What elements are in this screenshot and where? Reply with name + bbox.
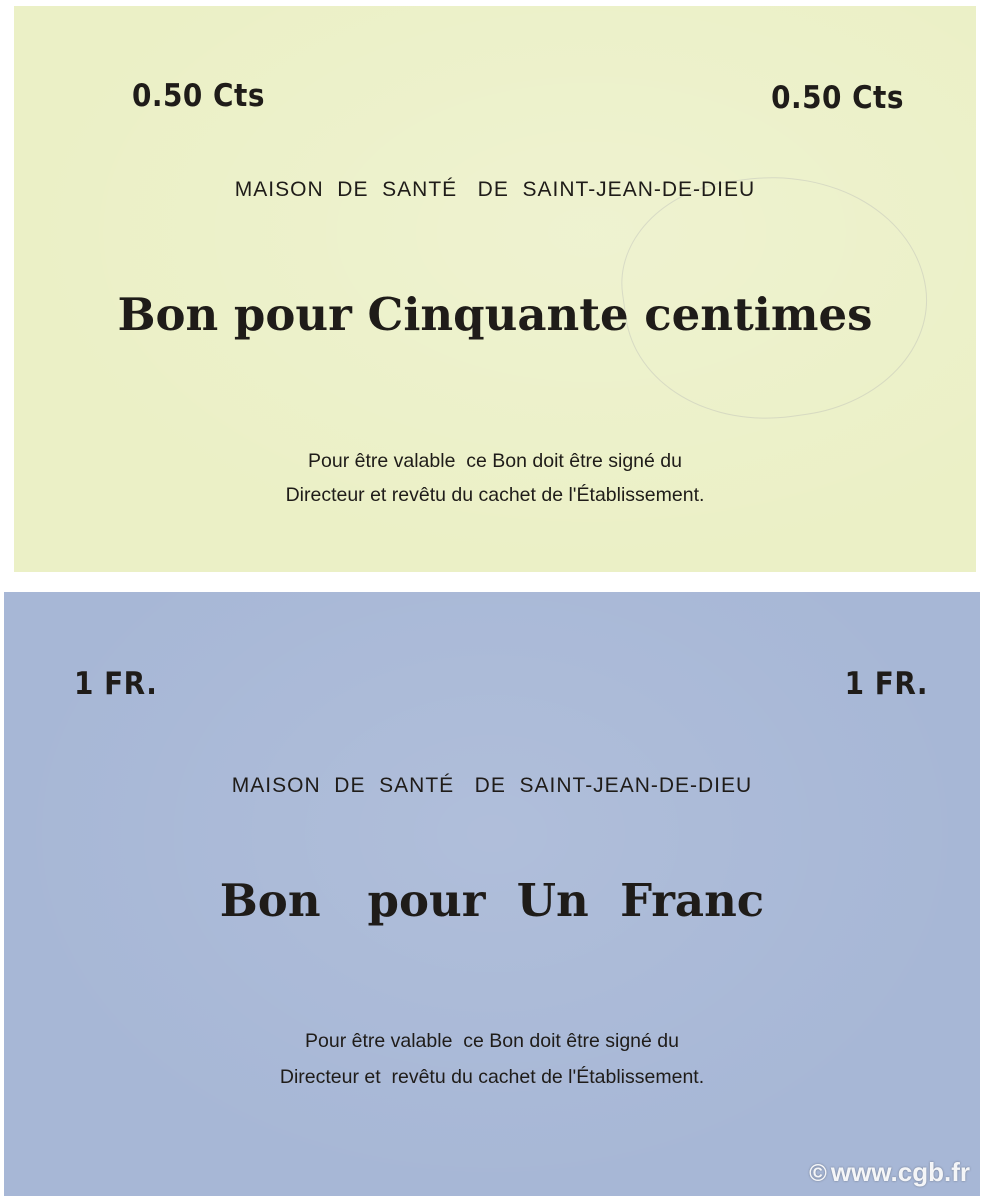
denomination-top-left: 1 FR. [74,666,158,702]
watermark-text: www.cgb.fr [830,1157,970,1187]
watermark [809,1157,970,1188]
validity-line-1: Pour être valable ce Bon doit être signé du [308,450,682,472]
validity-line-1: Pour être valable ce Bon doit être signé du [305,1030,679,1052]
copyright-icon: © [809,1160,827,1187]
note-50-centimes [14,6,976,572]
validity-line-2: Directeur et revêtu du cachet de l'Établissement. [279,1066,705,1088]
denomination-top-left: 0.50 Cts [132,78,265,114]
denomination-top-right: 1 FR. [844,666,928,702]
note-1-franc [4,592,980,1196]
issuer-name: MAISON DE SANTÉ DE SAINT-JEAN-DE-DIEU [231,774,753,797]
note-headline: Bon pour Cinquante centimes [117,288,873,341]
issuer-name: MAISON DE SANTÉ DE SAINT-JEAN-DE-DIEU [234,178,756,201]
validity-line-2: Directeur et revêtu du cachet de l'Établissement. [285,484,705,506]
note-headline: Bon pour Un Franc [219,874,765,927]
denomination-top-right: 0.50 Cts [771,80,904,116]
